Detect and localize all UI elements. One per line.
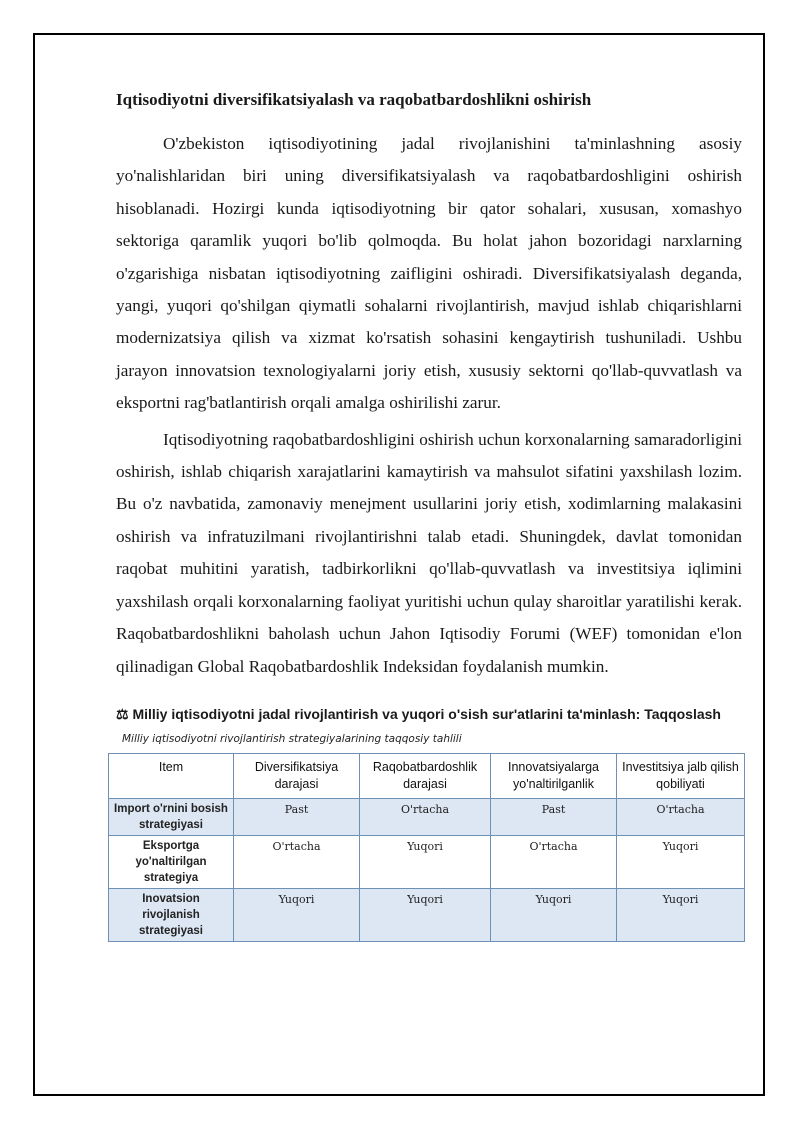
table-cell: O'rtacha	[360, 798, 491, 835]
table-header-row	[109, 753, 745, 798]
document-body	[116, 88, 742, 942]
table-row	[109, 798, 745, 835]
section-title-text: Milliy iqtisodiyotni jadal rivojlantirish va yuqori o'sish sur'atlarini ta'minlash: Taqqoslash	[132, 705, 721, 722]
column-header: Item	[109, 753, 234, 798]
table-cell: Yuqori	[617, 888, 745, 941]
paragraph-2: Iqtisodiyotning raqobatbardoshligini oshirish uchun korxonalarning samaradorligini oshirish, ishlab chiqarish xarajatlarini kamaytirish va mahsulot sifatini yaxshilash lozim. Bu o'z navbatida, zamonaviy menejment usullarini joriy etish, xodimlarning malakasini oshirish va infratuzilmani rivojlantirishni talab etadi. Shuningdek, davlat tomonidan raqobat muhitini yaratish, tadbirkorlikni qo'llab-quvvatlash va investitsiya iqlimini yaxshilash orqali korxonalarning faoliyat yuritishi uchun qulay sharoitlar yaratilishi kerak. Raqobatbardoshlikni baholash uchun Jahon Iqtisodiy Forumi (WEF) tomonidan e'lon qilinadigan Global Raqobatbardoshlik Indeksidan foydalanish mumkin.	[116, 429, 742, 676]
table-cell: O'rtacha	[234, 835, 360, 888]
table-cell: Yuqori	[491, 888, 617, 941]
row-header: Import o'rnini bosish strategiyasi	[109, 798, 234, 835]
table-row	[109, 835, 745, 888]
table-cell: Yuqori	[617, 835, 745, 888]
paragraph-1: O'zbekiston iqtisodiyotining jadal rivojlanishini ta'minlashning asosiy yo'nalishlaridan biri uning diversifikatsiyalash va raqobatbardoshligini oshirish hisoblanadi. Hozirgi kunda iqtisodiyotning bir qator sohalari, xususan, xomashyo sektoriga qaramlik yuqori bo'lib qolmoqda. Bu holat jahon bozoridagi narxlarning o'zgarishiga nisbatan iqtisodiyotning zaifligini oshiradi. Diversifikatsiyalash deganda, yangi, yuqori qo'shilgan qiymatli sohalarni rivojlantirish, mavjud ishlab chiqarishlarni modernizatsiya qilish va xizmat ko'rsatish sohasini kengaytirish tushuniladi. Ushbu jarayon innovatsion texnologiyalarni joriy etish, xususiy sektorni qo'llab-quvvatlash va eksportni rag'batlantirish orqali amalga oshirilishi zarur.	[116, 134, 742, 413]
column-header: Raqobatbardoshlik darajasi	[360, 753, 491, 798]
row-header: Eksportga yo'naltirilgan strategiya	[109, 835, 234, 888]
table-caption: Milliy iqtisodiyotni rivojlantirish strategiyalarining taqqosiy tahlili	[122, 732, 462, 745]
table-cell: O'rtacha	[491, 835, 617, 888]
column-header: Investitsiya jalb qilish qobiliyati	[617, 753, 745, 798]
scales-icon: ⚖	[116, 705, 129, 722]
table-cell: Yuqori	[234, 888, 360, 941]
table-cell: Past	[234, 798, 360, 835]
table-row	[109, 888, 745, 941]
table-cell: Yuqori	[360, 888, 491, 941]
page-title: Iqtisodiyotni diversifikatsiyalash va raqobatbardoshlikni oshirish	[116, 90, 592, 109]
comparison-table	[108, 753, 745, 942]
row-header: Inovatsion rivojlanish strategiyasi	[109, 888, 234, 941]
column-header: Diversifikatsiya darajasi	[234, 753, 360, 798]
column-header: Innovatsiyalarga yo'naltirilganlik	[491, 753, 617, 798]
comparison-section-title	[116, 705, 742, 723]
table-cell: O'rtacha	[617, 798, 745, 835]
table-cell: Yuqori	[360, 835, 491, 888]
table-cell: Past	[491, 798, 617, 835]
